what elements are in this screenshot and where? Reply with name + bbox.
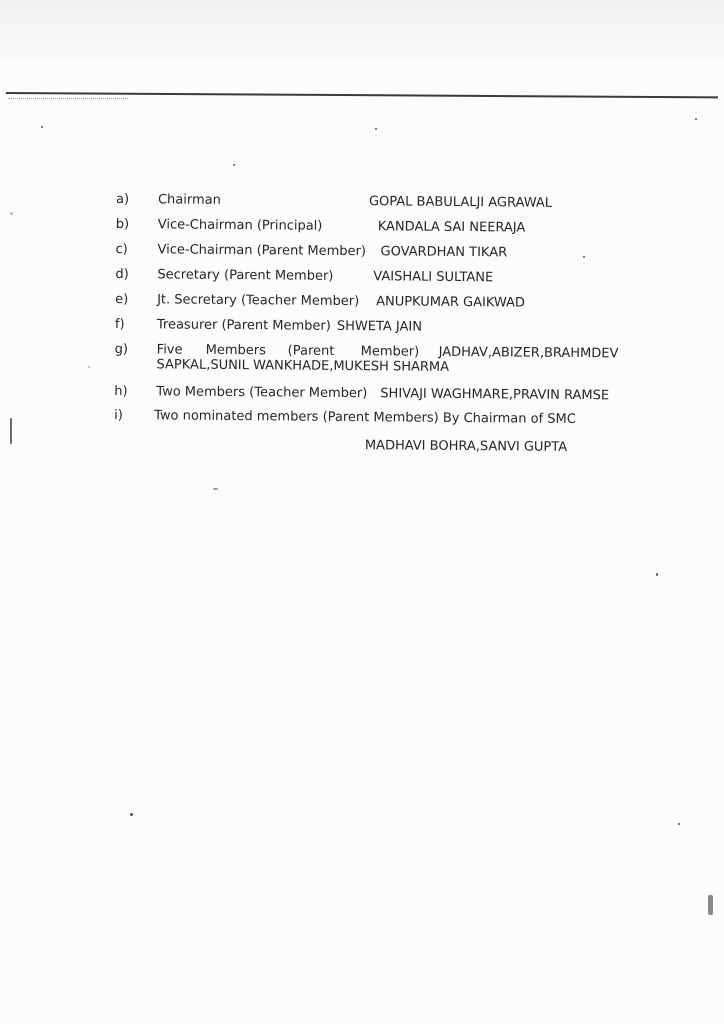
member-label: d)	[115, 266, 129, 283]
member-role: Chairman	[157, 192, 221, 208]
scan-speck	[10, 212, 13, 215]
member-name: ANUPKUMAR GAIKWAD	[376, 294, 526, 311]
member-role: Vice-Chairman (Principal)	[157, 217, 323, 234]
scan-speck	[583, 256, 585, 258]
scan-speck	[678, 823, 680, 825]
member-role: Two Members (Teacher Member)	[156, 384, 368, 402]
member-role: Treasurer (Parent Member)	[156, 317, 331, 334]
member-role-word: Members	[205, 342, 267, 359]
member-label: e)	[115, 291, 129, 308]
member-name: GOPAL BABULALJI AGRAWAL	[368, 194, 553, 211]
member-name: KANDALA SAI NEERAJA	[377, 219, 526, 236]
member-label: a)	[115, 191, 130, 208]
member-role: Vice-Chairman (Parent Member)	[157, 242, 367, 260]
member-name-line2: SAPKAL,SUNIL WANKHADE,MUKESH SHARMA	[156, 357, 450, 375]
member-name-line1: JADHAV,ABIZER,BRAHMDEV	[438, 344, 619, 362]
member-name: SHWETA JAIN	[336, 318, 423, 335]
member-name: VAISHALI SULTANE	[373, 269, 494, 286]
scan-speck	[233, 164, 235, 166]
member-label: b)	[115, 216, 130, 233]
member-role-word: Five	[156, 342, 183, 358]
member-name: SHIVAJI WAGHMARE,PRAVIN RAMSE	[380, 386, 610, 404]
scan-speck	[695, 118, 697, 120]
member-label: h)	[114, 383, 128, 400]
member-role-word: Member)	[360, 344, 420, 360]
scan-speck	[130, 813, 133, 816]
member-label: i)	[114, 407, 123, 424]
scan-mark-left	[10, 418, 12, 444]
member-role: Secretary (Parent Member)	[157, 267, 334, 284]
member-role-word: (Parent	[287, 343, 335, 359]
member-label: g)	[114, 341, 129, 358]
member-role: Two nominated members (Parent Members) By Chairman of SMC	[154, 408, 576, 427]
scan-speck	[88, 366, 90, 368]
scan-speck	[41, 126, 43, 128]
scan-speck	[656, 573, 658, 576]
member-role: Jt. Secretary (Teacher Member)	[157, 292, 360, 310]
member-name: MADHAVI BOHRA,SANVI GUPTA	[364, 438, 568, 455]
scan-speck	[213, 488, 218, 490]
member-label: c)	[115, 241, 128, 258]
scan-mark-right	[708, 895, 713, 915]
member-label: f)	[114, 316, 125, 333]
scan-speck	[375, 128, 377, 130]
member-name: GOVARDHAN TIKAR	[380, 244, 508, 261]
